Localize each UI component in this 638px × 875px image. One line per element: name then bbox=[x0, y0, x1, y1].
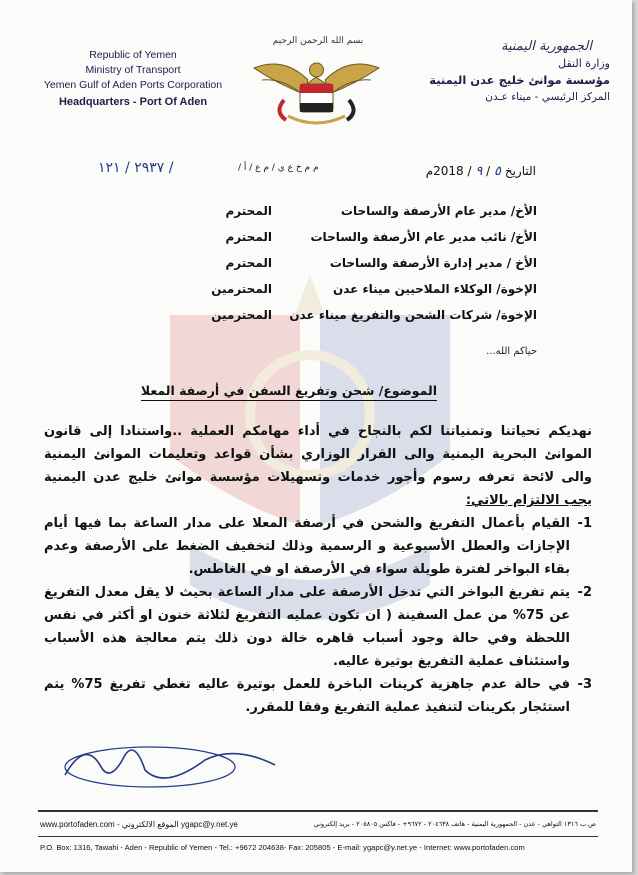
addressee-list bbox=[97, 204, 537, 334]
addressee-row bbox=[97, 230, 537, 256]
country-ar: الجمهورية اليمنية bbox=[500, 39, 592, 54]
addressee-honorific: المحترم bbox=[225, 204, 272, 218]
footer-divider bbox=[38, 810, 598, 812]
corporation-ar: مؤسسة موانئ خليج عدن اليمنية bbox=[429, 73, 610, 87]
greeting: حياكم الله... bbox=[486, 346, 537, 357]
list-item bbox=[44, 512, 592, 581]
subject-line bbox=[141, 383, 437, 401]
addressee-row bbox=[97, 282, 537, 308]
item-number: 1- bbox=[577, 516, 592, 531]
headquarters-ar: المركز الرئيسي - ميناء عـدن bbox=[485, 91, 610, 103]
footer-website bbox=[40, 820, 238, 829]
basmala: بسم الله الرحمن الرحيم bbox=[272, 36, 364, 46]
email-ar: ygapc@y.net.ye bbox=[181, 820, 238, 829]
letter-body bbox=[44, 420, 592, 719]
addressee-honorific: المحترم bbox=[225, 256, 272, 270]
addressee-name: الإخوة/ شركات الشحن والتفريغ ميناء عدن bbox=[289, 308, 537, 322]
list-item bbox=[44, 581, 592, 673]
intro-requirement: يجب الالتزام بالاتي: bbox=[465, 493, 592, 508]
ministry-ar: وزارة النقل bbox=[558, 57, 610, 70]
addressee-row bbox=[97, 204, 537, 230]
website-url: www.portofaden.com bbox=[40, 820, 115, 829]
item-text: يتم تفريغ البواخر التي تدخل الأرصفة على مدار الساعة بحيث لا يقل معدل التفريغ عن 75% من عمل السفينة ( ان تكون عمليه التفريغ لثلاثة خنون او أكثر في نفس اللحظة وفي حالة وجود أسباب قاهره خالة دون ذلك يتم معالجة هذه الأسباب واستئناف عملية التفريغ بوتيرة عاليه. bbox=[44, 585, 570, 669]
addressee-row bbox=[97, 256, 537, 282]
item-number: 2- bbox=[577, 585, 592, 600]
list-item bbox=[44, 673, 592, 719]
date-year: / 2018م bbox=[425, 164, 472, 178]
website-label: - الموقع الالكتروني bbox=[116, 820, 179, 829]
addressee-name: الإخوة/ الوكلاء الملاحيين ميناء عدن bbox=[332, 282, 537, 296]
country-en: Republic of Yemen bbox=[89, 49, 177, 61]
footer-contact-ar: ص.ب ١٣١٦ التواهي - عدن - الجمهورية اليمنية - هاتف ٢٠٤٦٣٨ - ٩٦٧٢+ - فاكس ٢٠٥٨٠٥ - بريد إلكتروني bbox=[313, 820, 596, 828]
body-intro bbox=[44, 420, 592, 512]
ministry-en: Ministry of Transport bbox=[85, 64, 181, 76]
addressee-honorific: المحترم bbox=[225, 230, 272, 244]
footer-divider bbox=[38, 836, 598, 837]
header-arabic bbox=[410, 38, 610, 106]
date-day: ٥ bbox=[494, 164, 502, 179]
letter-date: التاريخ ٥ / ٩ / 2018م bbox=[425, 164, 536, 179]
footer-contact-en: P.O. Box: 1316, Tawahi - Aden - Republic of Yemen - Tel.: +9672 204638- Fax: 205805 - E-mail: ygapc@y.net.ye - Internet: www.portofaden.com bbox=[40, 843, 525, 852]
addressee-name: الأخ/ مدير عام الأرصفة والساحات bbox=[340, 204, 537, 218]
item-text: في حالة عدم جاهزية كرينات الباخرة للعمل بوتيرة عاليه تغطي تفريغ 75% يتم استئجار بكرينات لتنفيذ عملية التفريغ وفقا للمقرر. bbox=[44, 677, 571, 715]
subject-text: شحن وتفريغ السفن في أرصفة المعلا bbox=[140, 383, 375, 398]
header-english bbox=[28, 48, 238, 110]
item-text: القيام بأعمال التفريغ والشحن في أرصفة المعلا على مدار الساعة بما فيها أيام الإجازات والعطل الأسبوعية و الرسمية وذلك لتخفيف الضغط على الأرصفة وعدم بقاء البواخر لفترة طويلة سواء في الأرصفة او في الغاطس. bbox=[44, 516, 570, 577]
subject-label: الموضوع/ bbox=[378, 383, 437, 398]
reference-prefix: م م خ ع ي / م ع / أ / bbox=[238, 163, 319, 173]
addressee-name: الأخ/ نائب مدير عام الأرصفة والساحات bbox=[310, 230, 537, 244]
yemen-eagle-emblem bbox=[244, 50, 389, 128]
intro-text: نهديكم تحياتنا وتمنياتنا لكم بالنجاح في أداء مهامكم العملية ..واستنادا إلى قانون الموانئ البحرية اليمنية والى القرار الوزاري بشأن قواعد وتعليمات الموانئ اليمنية والى لائحة تعرفه رسوم وأجور خدمات وتسهيلات مؤسسة موانئ خليج عدن اليمنية bbox=[44, 424, 592, 485]
signature bbox=[55, 735, 285, 795]
addressee-row bbox=[97, 308, 537, 334]
date-month: ٩ bbox=[475, 164, 483, 179]
date-label: التاريخ bbox=[504, 164, 536, 178]
reference-number: ٢٩٣٧ / ١٢١ / bbox=[98, 160, 174, 176]
addressee-honorific: المحترمين bbox=[211, 282, 272, 296]
addressee-honorific: المحترمين bbox=[211, 308, 272, 322]
addressee-name: الأخ / مدير إدارة الأرصفة والساحات bbox=[329, 256, 537, 270]
item-number: 3- bbox=[577, 677, 592, 692]
headquarters-en: Headquarters - Port Of Aden bbox=[58, 96, 208, 108]
corporation-en: Yemen Gulf of Aden Ports Corporation bbox=[43, 79, 223, 91]
